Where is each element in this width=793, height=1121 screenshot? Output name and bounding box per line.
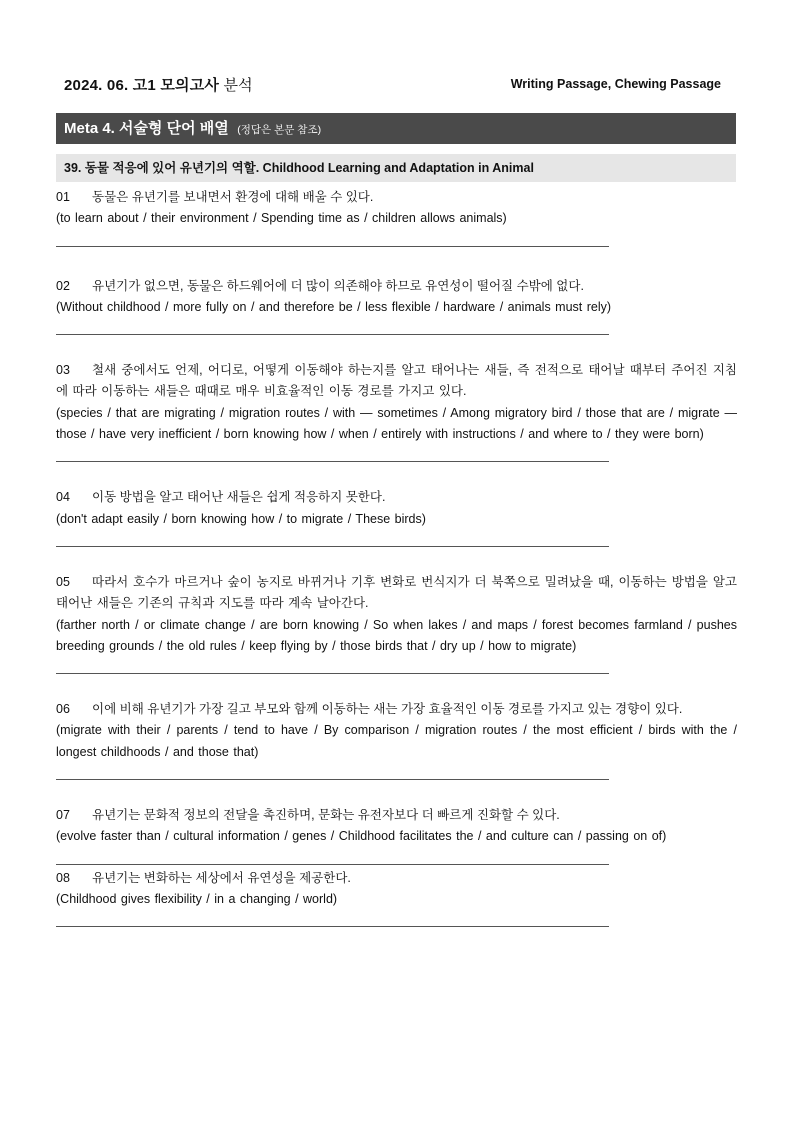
answer-line[interactable] [56, 673, 609, 674]
item-number: 03 [56, 363, 70, 378]
exercise-item [56, 360, 737, 462]
word-chunks: (species / that are migrating / migration routes / with — sometimes / Among migratory bird / those that are / migrate — those / have very inefficient / born knowing how / when / entirely with instructions / and where to / they were born) [56, 405, 737, 442]
word-chunks: (migrate with their / parents / tend to have / By comparison / migration routes / the most efficient / birds with the / longest childhoods / and those that) [56, 723, 737, 759]
section-banner [56, 113, 736, 144]
korean-sentence: 유년기가 없으면, 동물은 하드웨어에 더 많이 의존해야 하므로 유연성이 떨어질 수밖에 없다. [92, 278, 584, 293]
exercise-item [56, 276, 737, 336]
answer-line[interactable] [56, 461, 609, 462]
exercise-item [56, 572, 737, 674]
korean-sentence: 철새 중에서도 언제, 어디로, 어떻게 이동해야 하는지를 알고 태어나는 새들, 즉 전적으로 태어날 때부터 주어진 지침에 따라 이동하는 새들은 때때로 매우 비효율적인 이동 경로를 가지고 있다. [56, 363, 737, 399]
page-header [64, 74, 721, 98]
exercise-item [56, 699, 737, 780]
exercise-item [56, 868, 737, 928]
word-chunks: (farther north / or climate change / are born knowing / So when lakes / and maps / forest becomes farmland / pushes breeding grounds / the old rules / keep flying by / those birds that / dry up / how to migrate) [56, 617, 737, 653]
korean-sentence: 동물은 유년기를 보내면서 환경에 대해 배울 수 있다. [92, 190, 374, 204]
korean-sentence: 이동 방법을 알고 태어난 새들은 쉽게 적응하지 못한다. [92, 490, 386, 505]
item-number: 02 [56, 278, 70, 293]
korean-sentence: 유년기는 변화하는 세상에서 유연성을 제공한다. [92, 870, 351, 885]
answer-line[interactable] [56, 779, 609, 780]
word-chunks: (evolve faster than / cultural information / genes / Childhood facilitates the / and culture can / passing on of) [56, 829, 667, 844]
word-chunks: (Without childhood / more fully on / and therefore be / less flexible / hardware / animals must rely) [56, 299, 612, 314]
exercise-item [56, 187, 737, 247]
korean-sentence: 유년기는 문화적 정보의 전달을 촉진하며, 문화는 유전자보다 더 빠르게 진화할 수 있다. [92, 808, 560, 823]
korean-sentence: 따라서 호수가 마르거나 숲이 농지로 바뀌거나 기후 변화로 번식지가 더 북쪽으로 밀려났을 때, 이동하는 방법을 알고 태어난 새들은 기존의 규칙과 지도를 따라 계속 날아간다. [56, 574, 737, 611]
answer-line[interactable] [56, 926, 609, 927]
answer-line[interactable] [56, 246, 609, 247]
section-note: (정답은 본문 참조) [237, 124, 322, 136]
word-chunks: (don't adapt easily / born knowing how / to migrate / These birds) [56, 511, 426, 526]
title-suffix: 분석 [223, 77, 253, 94]
answer-line[interactable] [56, 334, 609, 335]
answer-line[interactable] [56, 546, 609, 547]
exercise-item [56, 805, 737, 865]
section-title: Meta 4. 서술형 단어 배열 [64, 120, 229, 137]
answer-line[interactable] [56, 864, 609, 865]
exercise-list [56, 187, 737, 927]
korean-sentence: 이에 비해 유년기가 가장 길고 부모와 함께 이동하는 새는 가장 효율적인 이동 경로를 가지고 있는 경향이 있다. [92, 702, 683, 717]
header-subtitle: Writing Passage, Chewing Passage [510, 77, 721, 91]
title-main: 2024. 06. 고1 모의고사 [64, 77, 220, 94]
item-number: 08 [56, 870, 70, 885]
item-number: 04 [56, 490, 70, 505]
item-number: 07 [56, 808, 70, 823]
item-number: 01 [56, 190, 70, 204]
document-title [64, 74, 253, 95]
item-number: 06 [56, 702, 70, 717]
word-chunks: (Childhood gives flexibility / in a changing / world) [56, 891, 338, 906]
question-title: 39. 동물 적응에 있어 유년기의 역할. Childhood Learning and Adaptation in Animal [56, 154, 736, 182]
word-chunks: (to learn about / their environment / Spending time as / children allows animals) [56, 211, 507, 226]
item-number: 05 [56, 574, 70, 589]
exercise-item [56, 487, 737, 547]
